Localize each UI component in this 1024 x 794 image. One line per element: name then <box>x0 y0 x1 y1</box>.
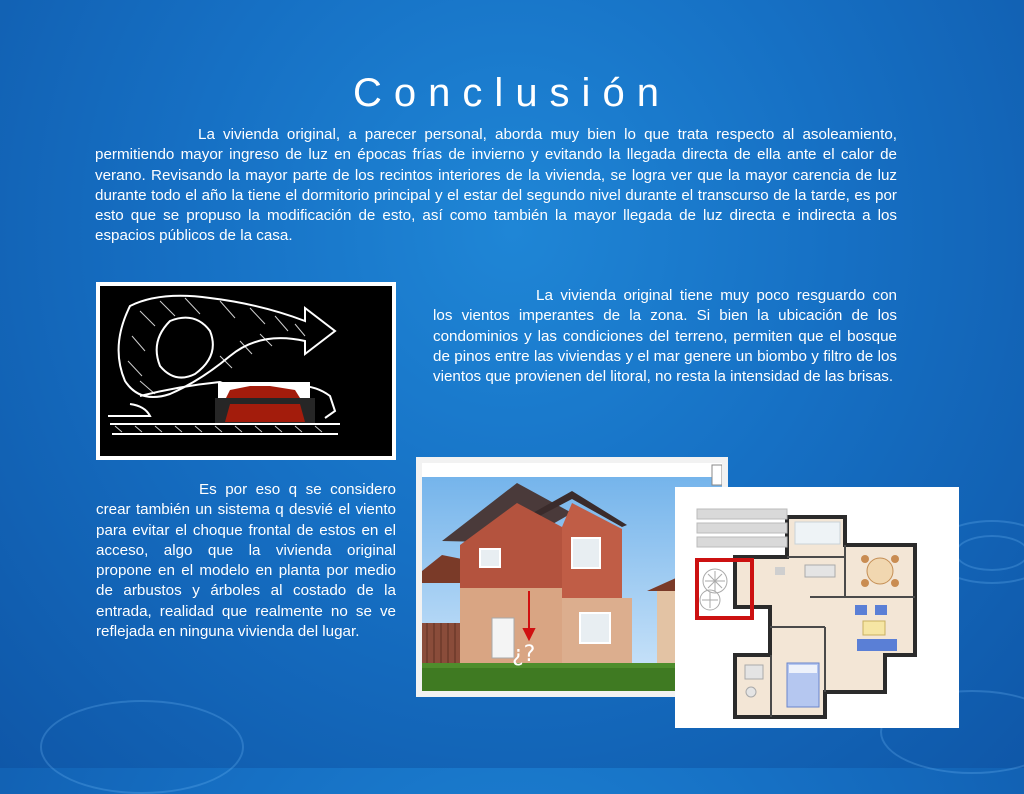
water-ripple <box>40 700 244 794</box>
water-ripple <box>955 535 1024 571</box>
paragraph-sunlight: La vivienda original, a parecer personal, aborda muy bien lo que trata respecto al asoleamiento, permitiendo mayor ingreso de luz en épocas frías de invierno y evitando la llegada directa de ella ante el calor de verano. Revisando la mayor parte de los recintos interiores de la vivienda, se logra ver que la mayor carencia de luz durante todo el año la tiene el dormitorio principal y el estar del segundo nivel durante el transcurso de la tarde, es por esto que se propuso la modificación de esto, así como también la mayor llegada de luz directa e indirecta a los espacios públicos de la casa. <box>95 126 897 245</box>
paragraph-wind: La vivienda original tiene muy poco resguardo con los vientos imperantes de la zona. Si bien la ubicación de los condominios y las condiciones del terreno, permiten que el bosque de pinos entre las viviendas y el mar genere un biombo y filtro de los vientos que provienen del litoral, no resta la intensidad de las brisas. <box>433 287 897 386</box>
photo-question-mark: ¿? <box>512 642 536 667</box>
slide-title: Conclusión <box>353 70 671 115</box>
paragraph-wind-deflection: Es por eso q se considero crear también un sistema q desvié el viento para evitar el choque frontal de estos en el acceso, algo que la vivienda original propone en el modelo en planta por medio de arbustos y árboles al costado de la entrada, realidad que realmente no se ve reflejada en ninguna vivienda del lugar. <box>96 481 396 641</box>
wind-sketch-image <box>96 282 396 460</box>
floor-plan-image <box>675 487 959 728</box>
